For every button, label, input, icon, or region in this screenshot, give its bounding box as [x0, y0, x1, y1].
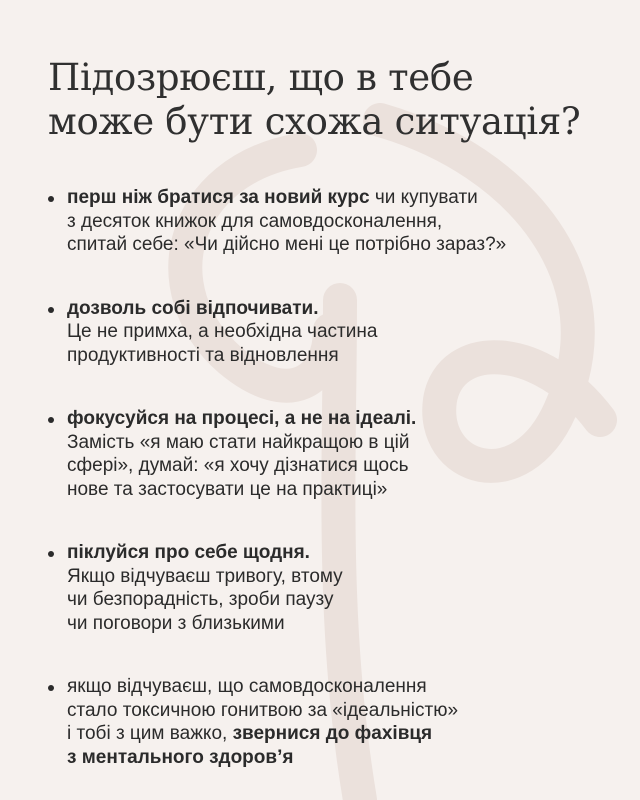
- advice-line-3: спитай себе: «Чи дійсно мені це потрібно зараз?»: [67, 234, 507, 255]
- advice-line-3: сфері», думай: «я хочу дізнатися щось: [67, 455, 409, 476]
- title-line-2: може бути схожа ситуація?: [48, 100, 581, 143]
- advice-line-3: чи безпорадність, зроби паузу: [67, 589, 334, 610]
- bullet-dot: [48, 196, 54, 202]
- advice-line-1: [67, 186, 608, 210]
- bullet-dot: [48, 307, 54, 313]
- advice-item-process: [48, 407, 608, 501]
- advice-bold-text: звернися до фахівця: [232, 723, 433, 744]
- advice-item-self-care: [48, 541, 608, 635]
- advice-line-4: з ментального здоров’я: [67, 746, 294, 768]
- advice-line-2: Якщо відчуваєш тривогу, втому: [67, 565, 343, 587]
- title-line-1: Підозрюєш, що в тебе: [48, 56, 474, 99]
- page-title: [48, 56, 608, 144]
- advice-text: і тобі з цим важко,: [67, 723, 233, 744]
- advice-line-4: чи поговори з близькими: [67, 612, 285, 634]
- advice-bold-text: дозволь собі відпочивати.: [67, 297, 319, 319]
- bullet-dot: [48, 417, 54, 423]
- advice-bold-text: перш ніж братися за новий курс: [67, 187, 370, 208]
- bullet-dot: [48, 551, 54, 557]
- advice-line-2: Замість «я маю стати найкращою в цій: [67, 431, 410, 453]
- advice-item-new-course: [48, 186, 608, 257]
- advice-line-1: якщо відчуваєш, що самовдосконалення: [67, 676, 427, 697]
- advice-line-3: [67, 722, 608, 746]
- advice-item-specialist: [48, 675, 608, 769]
- advice-line-3: продуктивності та відновлення: [67, 344, 339, 366]
- advice-text: чи купувати: [369, 187, 478, 208]
- advice-bold-text: піклуйся про себе щодня.: [67, 542, 310, 563]
- advice-line-2: Це не примха, а необхідна частина: [67, 321, 378, 342]
- advice-line-4: нове та застосувати це на практиці»: [67, 478, 388, 500]
- advice-line-2: з десяток книжок для самовдосконалення,: [67, 210, 443, 232]
- advice-item-rest: [48, 297, 608, 368]
- bullet-dot: [48, 685, 54, 691]
- advice-line-2: стало токсичною гонитвою за «ідеальністю»: [67, 699, 459, 721]
- advice-bold-text: фокусуйся на процесі, а не на ідеалі.: [67, 408, 417, 429]
- advice-list: [48, 186, 608, 769]
